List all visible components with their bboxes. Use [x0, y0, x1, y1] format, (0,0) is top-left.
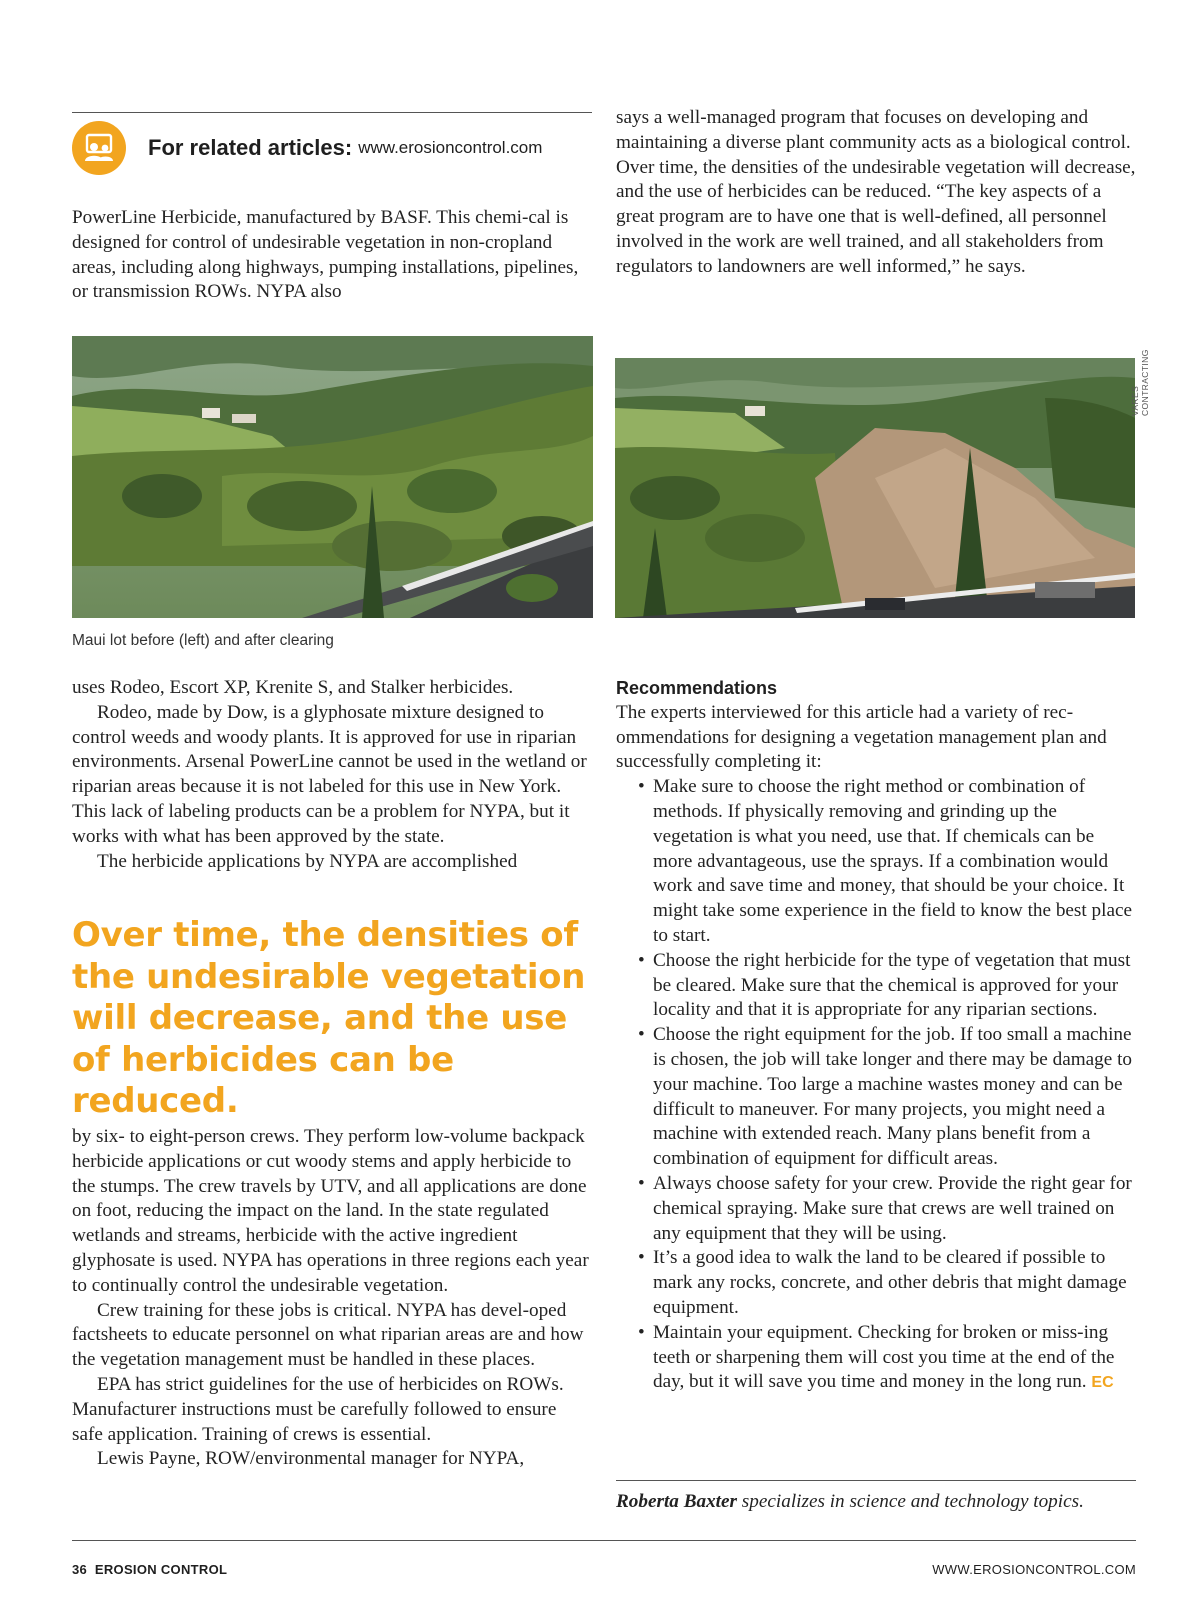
end-mark: EC: [1091, 1374, 1114, 1392]
body-paragraph: by six- to eight-person crews. They perform low-volume backpack herbicide applications or cut woody stems and apply herbicide to the stumps. The crew travels by UTV, and all applications are done on foot, reducing the impact on the land. In the state regulated wetlands and streams, herbicide with the active ingredient glyphosate is used. NYPA has operations in three regions each year to continually control the undesirable vegetation.: [72, 1126, 589, 1296]
related-title: For related articles:: [148, 135, 353, 160]
right-column-top: [616, 106, 1136, 280]
list-item: • Always choose safety for your crew. Provide the right gear for chemical spraying. Make sure that crews are well trained on any equipment that they will be using.: [616, 1172, 1136, 1246]
body-paragraph: EPA has strict guidelines for the use of herbicides on ROWs. Manufacturer instructions must be carefully followed to ensure safe application. Training of crews is essential.: [72, 1373, 564, 1445]
footer-left: [72, 1562, 227, 1577]
pull-quote: Over time, the densities of the undesirable vegetation will decrease, and the use of herbicides can be reduced.: [72, 915, 586, 1121]
author-bio-text: specializes in science and technology topics.: [741, 1491, 1084, 1512]
publication-name: EROSION CONTROL: [94, 1562, 228, 1577]
page-number: 36: [72, 1562, 88, 1577]
body-paragraph: Rodeo, made by Dow, is a glyphosate mixture designed to control weeds and woody plants. It is approved for use in riparian environments. Arsenal PowerLine cannot be used in the wetland or riparian areas because it is not labeled for this use in New York. This lack of labeling products can be a problem for NYPA, but it works with what has been approved by the state.: [72, 701, 587, 847]
author-bio: [616, 1490, 1136, 1515]
related-url-link[interactable]: www.erosioncontrol.com: [358, 138, 543, 157]
after-photo: [615, 358, 1135, 618]
body-paragraph: PowerLine Herbicide, manufactured by BASF. This chemi-cal is designed for control of undesirable vegetation in non-cropland areas, including along highways, pumping installations, pipelines, or transmission ROWs. NYPA also: [72, 207, 579, 303]
recommendations-heading: Recommendations: [616, 678, 778, 698]
left-column-bottom: [72, 1125, 592, 1472]
list-item: • It’s a good idea to walk the land to be cleared if possible to mark any rocks, concrete, and other debris that might damage equipment.: [616, 1246, 1136, 1320]
body-paragraph: Crew training for these jobs is critical. NYPA has devel-oped factsheets to educate personnel on what riparian areas are and how the vegetation management must be handled in these places.: [72, 1299, 584, 1371]
list-item-text: Maintain your equipment. Checking for broken or miss-ing teeth or sharpening them will cost you time at the end of the day, but it will save you time and money in the long run.: [653, 1321, 1115, 1393]
body-paragraph: Lewis Payne, ROW/environmental manager for NYPA,: [97, 1448, 525, 1470]
list-item-last: [616, 1321, 1136, 1396]
bio-rule: [616, 1480, 1136, 1481]
author-name: Roberta Baxter: [616, 1491, 737, 1512]
body-paragraph: uses Rodeo, Escort XP, Krenite S, and Stalker herbicides.: [72, 677, 514, 698]
recommendations-list: [616, 775, 1136, 1396]
recommendations-intro: The experts interviewed for this article had a variety of rec-ommendations for designing a vegetation management plan and successfully completing it:: [616, 701, 1107, 773]
people-icon: [72, 121, 126, 175]
list-item: • Make sure to choose the right method or combination of methods. If physically removing and grinding up the vegetation is what you need, use that. If chemicals can be more advantageous, use the sprays. If a combination would work and save time and money, that should be your choice. It might take some experience in the field to know the best place to start.: [616, 775, 1136, 949]
recommendations-section: [616, 676, 1136, 1396]
list-item: • Choose the right herbicide for the type of vegetation that must be cleared. Make sure that the chemical is approved for your locality and that it is appropriate for any riparian sections.: [616, 949, 1136, 1023]
footer-url[interactable]: WWW.EROSIONCONTROL.COM: [932, 1562, 1136, 1577]
body-paragraph: says a well-managed program that focuses on developing and maintaining a diverse plant community acts as a biological control. Over time, the densities of the undesirable vegetation will decrease, and the use of herbicides can be reduced. “The key aspects of a great program are to have one that is well-defined, all personnel involved in the work are well trained, and all stakeholders from regulators to landowners are well informed,” he says.: [616, 107, 1136, 277]
footer-rule: [72, 1540, 1136, 1541]
photo-caption: Maui lot before (left) and after clearing: [72, 632, 334, 649]
left-column-top: [72, 206, 592, 305]
left-column-middle: [72, 676, 592, 874]
related-articles-box: [72, 120, 592, 176]
before-photo: [72, 336, 593, 618]
list-item: • Choose the right equipment for the job. If too small a machine is chosen, the job will take longer and there may be damage to your machine. Too large a machine wastes money and can be difficult to maneuver. For many projects, you might need a machine with extended reach. Many plans benefit from a combination of equipment for difficult areas.: [616, 1023, 1136, 1172]
related-top-rule: [72, 112, 592, 113]
body-paragraph: The herbicide applications by NYPA are accomplished: [97, 850, 518, 872]
photo-credit: VARES CONTRACTING: [1130, 349, 1150, 416]
